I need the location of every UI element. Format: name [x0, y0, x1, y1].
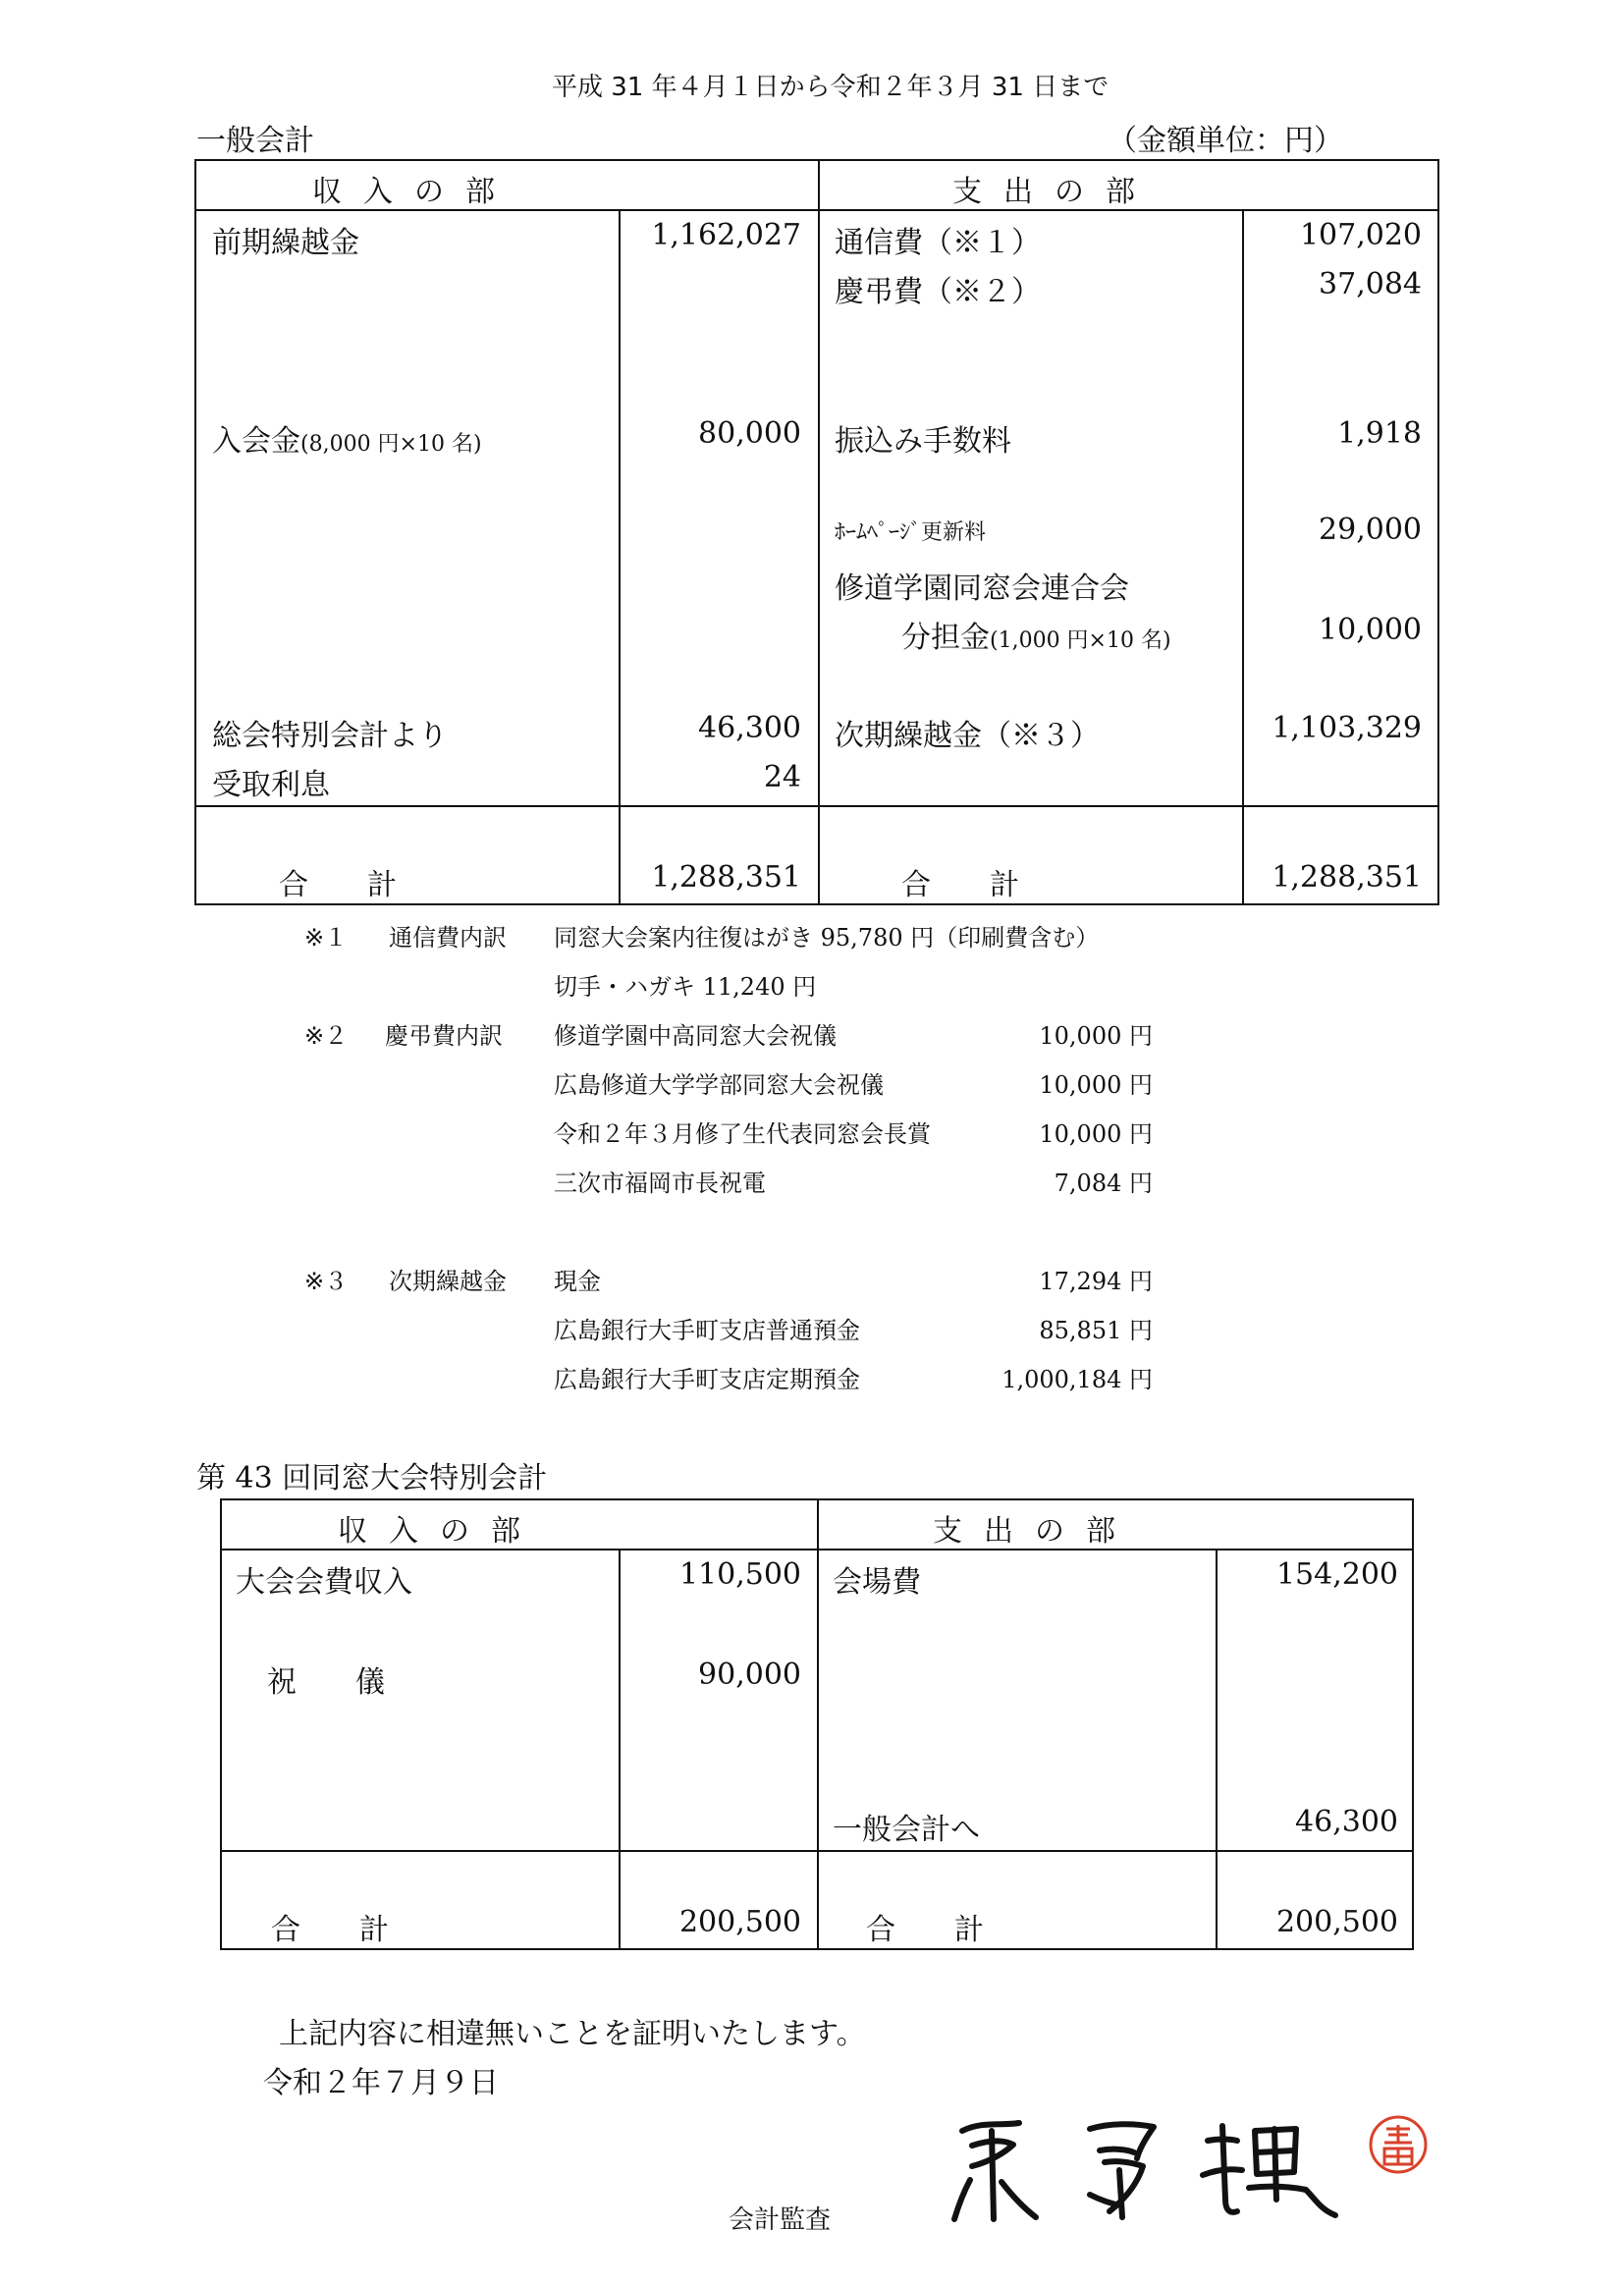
income-total: 200,500: [678, 1905, 801, 1939]
income-label: 前期繰越金: [212, 226, 359, 260]
expense-amount: 46,300: [1295, 1805, 1398, 1839]
income-amount: 1,162,027: [651, 218, 801, 252]
expense-label: ﾎｰﾑﾍﾟｰｼﾞ更新料: [835, 520, 987, 545]
income-label: 総会特別会計より: [212, 719, 448, 753]
note-line: 修道学園中高同窓大会祝儀: [554, 1022, 837, 1050]
note-amount: 10,000 円: [1039, 1022, 1153, 1050]
expense-label: 振込み手数料: [835, 424, 1011, 459]
certification-date: 令和２年７月９日: [263, 2066, 499, 2100]
note-line: 切手・ハガキ 11,240 円: [554, 973, 817, 1001]
general-account-table: [194, 159, 1439, 905]
income-label: 大会会費収入: [236, 1565, 412, 1600]
note-amount: 10,000 円: [1039, 1120, 1153, 1148]
note-line: 広島修道大学学部同窓大会祝儀: [554, 1071, 884, 1099]
period-heading: 平成 31 年４月１日から令和２年３月 31 日まで: [552, 73, 1110, 102]
income-header: 収入の部: [338, 1514, 542, 1549]
auditor-role: 会計監査: [729, 2205, 832, 2235]
general-account-title: 一般会計: [196, 124, 314, 158]
note-line: 広島銀行大手町支店定期預金: [554, 1366, 860, 1393]
special-account-title: 第 43 回同窓大会特別会計: [196, 1461, 548, 1496]
expense-label: 次期繰越金（※３）: [835, 719, 1100, 753]
special-account-table: [220, 1498, 1414, 1950]
income-total-label: 合 計: [279, 868, 397, 902]
auditor-signature: [943, 2101, 1355, 2239]
expense-header: 支出の部: [933, 1514, 1137, 1549]
note-amount: 85,851 円: [1039, 1317, 1153, 1344]
note-title: 通信費内訳: [389, 924, 507, 952]
income-amount: 90,000: [698, 1658, 801, 1692]
expense-amount: 1,103,329: [1272, 711, 1422, 745]
certification-statement: 上記内容に相違無いことを証明いたします。: [279, 2017, 866, 2051]
note-title: 次期繰越金: [389, 1268, 507, 1295]
income-label: 祝 儀: [267, 1665, 385, 1700]
note-line: 現金: [554, 1268, 601, 1295]
expense-total-label: 合 計: [901, 868, 1019, 902]
note-title: 慶弔費内訳: [385, 1022, 503, 1050]
note-amount: 1,000,184 円: [1001, 1366, 1153, 1393]
income-label: 入会金(8,000 円×10 名): [212, 424, 482, 459]
note-amount: 17,294 円: [1039, 1268, 1153, 1295]
expense-amount: 10,000: [1319, 613, 1422, 647]
expense-total: 1,288,351: [1272, 860, 1422, 895]
income-total-label: 合 計: [271, 1913, 389, 1947]
expense-total-label: 合 計: [866, 1913, 984, 1947]
amount-unit: （金額単位：円）: [1108, 124, 1343, 158]
expense-amount: 37,084: [1319, 267, 1422, 301]
expense-total: 200,500: [1275, 1905, 1398, 1939]
income-amount: 46,300: [698, 711, 801, 745]
expense-header: 支出の部: [952, 175, 1157, 209]
income-amount: 110,500: [678, 1557, 801, 1592]
note-mark: ※３: [304, 1268, 349, 1295]
expense-label: 修道学園同窓会連合会: [835, 571, 1129, 606]
note-line: 三次市福岡市長祝電: [554, 1170, 766, 1197]
expense-amount: 154,200: [1275, 1557, 1398, 1592]
expense-amount: 107,020: [1299, 218, 1422, 252]
expense-label: 分担金(1,000 円×10 名): [901, 621, 1171, 655]
note-line: 令和２年３月修了生代表同窓会長賞: [554, 1120, 931, 1148]
income-amount: 24: [763, 760, 801, 794]
expense-label: 通信費（※１）: [835, 226, 1041, 260]
note-amount: 10,000 円: [1039, 1071, 1153, 1099]
expense-amount: 29,000: [1319, 513, 1422, 547]
income-header: 収入の部: [312, 175, 516, 209]
income-amount: 80,000: [698, 416, 801, 451]
expense-label: 会場費: [833, 1565, 921, 1600]
income-label: 受取利息: [212, 768, 330, 802]
note-mark: ※１: [304, 924, 349, 952]
note-line: 広島銀行大手町支店普通預金: [554, 1317, 860, 1344]
expense-label: 一般会計へ: [833, 1813, 980, 1847]
seal-stamp: [1367, 2113, 1430, 2176]
note-line: 同窓大会案内往復はがき 95,780 円（印刷費含む）: [554, 924, 1100, 952]
note-amount: 7,084 円: [1054, 1170, 1153, 1197]
expense-label: 慶弔費（※２）: [835, 275, 1041, 309]
note-mark: ※２: [304, 1022, 349, 1050]
income-total: 1,288,351: [651, 860, 801, 895]
expense-amount: 1,918: [1337, 416, 1422, 451]
